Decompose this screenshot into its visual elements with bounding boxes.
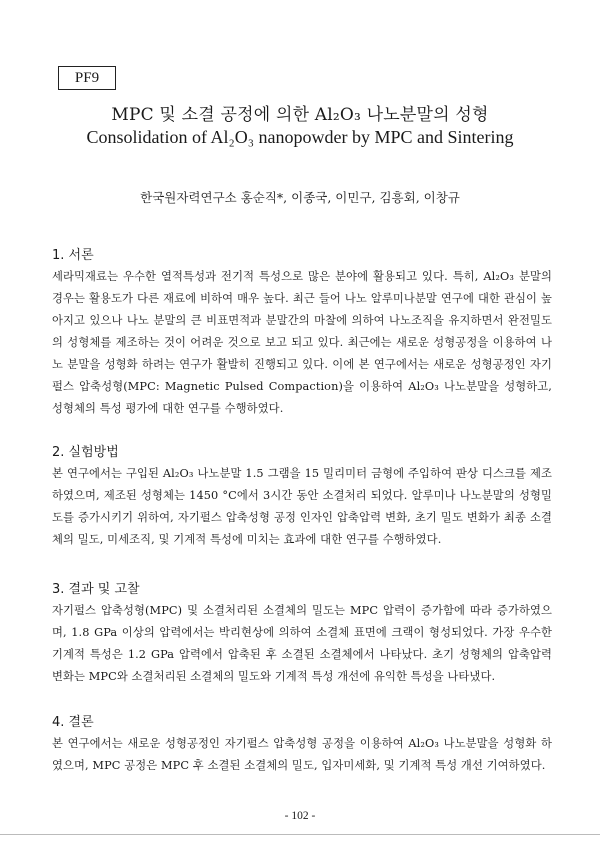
section-conclusion — [52, 711, 552, 777]
section-body: 자기펄스 압축성형(MPC) 및 소결처리된 소결체의 밀도는 MPC 압력이 증가함에 따라 증가하였으며, 1.8 GPa 이상의 압력에서는 박리현상에 의하여 소결체 표면에 크랙이 형성되었다. 가장 우수한 기계적 특성은 1.2 GPa 압력에서 압축된 후 소결된 소결체에서 나타났다. 초기 성형체의 압축압력 변화는 MPC와 소결처리된 소결체의 밀도와 기계적 특성 개선에 유익한 특성을 나타냈다. — [52, 604, 552, 683]
section-methods — [52, 441, 552, 551]
title-korean: MPC 및 소결 공정에 의한 Al₂O₃ 나노분말의 성형 — [111, 105, 489, 125]
title-english: Consolidation of Al₂O₃ nanopowder by MPC and Sintering — [86, 127, 514, 147]
section-heading: 1. 서론 — [52, 248, 94, 263]
page-number: - 102 - — [284, 810, 316, 822]
section-body: 본 연구에서는 새로운 성형공정인 자기펄스 압축성형 공정을 이용하여 Al₂O₃ 나노분말을 성형화 하였으며, MPC 공정은 MPC 후 소결된 소결체의 밀도, 입자미세화, 및 기계적 특성 개선 기여하였다. — [52, 737, 552, 772]
section-body: 본 연구에서는 구입된 Al₂O₃ 나노분말 1.5 그램을 15 밀리미터 금형에 주입하여 판상 디스크를 제조하였으며, 제조된 성형체는 1450 °C에서 3시간 동안 소결처리 되었다. 알루미나 나노분말의 성형밀도를 증가시키기 위하여, 자기펄스 압축성형 공정 인자인 압축압력 변화, 초기 밀도 변화가 최종 소결체의 밀도, 미세조직, 및 기계적 특성에 미치는 효과에 대한 연구를 수행하였다. — [52, 467, 552, 546]
footer-divider — [0, 834, 600, 835]
section-results — [52, 578, 552, 688]
section-introduction — [52, 244, 552, 420]
paper-code-box: PF9 — [58, 66, 116, 90]
section-heading: 3. 결과 및 고찰 — [52, 582, 140, 597]
section-heading: 2. 실험방법 — [52, 445, 119, 460]
section-heading: 4. 결론 — [52, 715, 94, 730]
author-list: 한국원자력연구소 홍순직*, 이종국, 이민구, 김흥회, 이창규 — [140, 190, 460, 205]
section-body: 세라믹재료는 우수한 열적특성과 전기적 특성으로 많은 분야에 활용되고 있다. 특히, Al₂O₃ 분말의 경우는 활용도가 다른 재료에 비하여 매우 높다. 최근 들어 나노 알루미나분말 연구에 대한 관심이 높아지고 있으나 나노 분말의 큰 비표면적과 분말간의 마찰에 의하여 나노조직을 유지하면서 완전밀도의 성형체를 제조하는 것이 어려운 것으로 보고 되고 있다. 최근에는 새로운 성형공정을 이용하여 나노 분말을 성형화 하려는 연구가 활발히 진행되고 있다. 이에 본 연구에서는 새로운 성형공정인 자기펄스 압축성형(MPC: Magnetic Pulsed Compaction)을 이용하여 Al₂O₃ 나노분말을 성형하고, 성형체의 특성 평가에 대한 연구를 수행하였다. — [52, 270, 552, 415]
